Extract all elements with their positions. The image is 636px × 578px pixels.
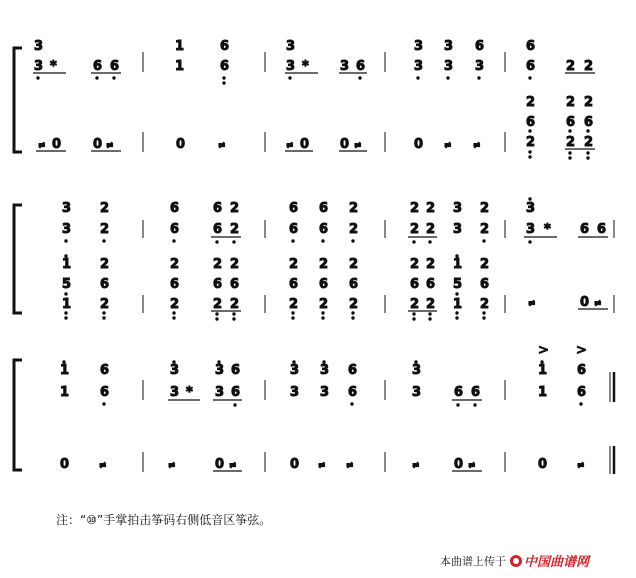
note: 6 [566, 115, 576, 130]
note: 6 [170, 222, 180, 237]
note: 6 [220, 59, 230, 74]
note: 6 [526, 39, 536, 54]
note: 2 [213, 297, 223, 312]
note: 3 [290, 385, 300, 400]
system-3 [14, 343, 614, 474]
rest: 0 [580, 295, 590, 310]
note: 6 [220, 39, 230, 54]
note: 1 [453, 257, 463, 272]
note: 3 [414, 59, 424, 74]
note: 3 [475, 59, 485, 74]
slap-mark: ≠ [473, 141, 481, 151]
note: 2 [426, 257, 436, 272]
note: 2 [289, 297, 299, 312]
system-brace [14, 48, 22, 152]
slap-mark: ≠ [286, 141, 294, 151]
slap-mark: ≠ [318, 461, 326, 471]
slap-mark: ≠ [229, 461, 237, 471]
note: 2 [410, 257, 420, 272]
note: 6 [454, 385, 464, 400]
note: 3 [320, 385, 330, 400]
note-mark: * [544, 222, 551, 237]
note: 6 [410, 277, 420, 292]
note: 3 [340, 59, 350, 74]
note: 6 [580, 222, 590, 237]
rest: 0 [215, 457, 225, 472]
rest: 0 [52, 137, 62, 152]
note: 2 [230, 222, 240, 237]
note: 1 [60, 385, 70, 400]
note: 2 [349, 257, 359, 272]
note: 3 [215, 385, 225, 400]
note: 2 [100, 222, 110, 237]
note: 2 [213, 257, 223, 272]
note: 6 [348, 385, 358, 400]
note: 3 [290, 363, 300, 378]
slap-mark: ≠ [528, 299, 536, 309]
note: 2 [410, 201, 420, 216]
note: 6 [349, 277, 359, 292]
note: 2 [426, 201, 436, 216]
slap-mark: ≠ [577, 461, 585, 471]
footer-text: 本曲谱上传于 [440, 554, 506, 568]
note: 1 [538, 385, 548, 400]
note: 6 [577, 385, 587, 400]
note: 2 [426, 297, 436, 312]
rest: 0 [454, 457, 464, 472]
note: 6 [289, 222, 299, 237]
note: 3 [170, 363, 180, 378]
footer [440, 551, 589, 570]
note: 2 [289, 257, 299, 272]
note: 2 [480, 222, 490, 237]
note: 2 [170, 297, 180, 312]
note: 6 [213, 277, 223, 292]
note: 6 [319, 222, 329, 237]
note: 6 [213, 201, 223, 216]
note: 2 [480, 201, 490, 216]
note: 6 [170, 277, 180, 292]
rest: 0 [414, 137, 424, 152]
note: 2 [230, 201, 240, 216]
note: 6 [471, 385, 481, 400]
logo-text: 中国曲谱网 [524, 555, 590, 570]
note: 2 [100, 297, 110, 312]
slap-mark: ≠ [594, 299, 602, 309]
note: 3 [34, 39, 44, 54]
note: 6 [100, 277, 110, 292]
slap-mark: ≠ [412, 461, 420, 471]
footnote: 注：“⑩”手掌拍击筝码右侧低音区筝弦。 [56, 513, 272, 527]
note: 3 [286, 59, 296, 74]
note: 6 [100, 385, 110, 400]
note: 2 [230, 297, 240, 312]
note: 3 [215, 363, 225, 378]
note-mark: * [50, 59, 57, 74]
note: 6 [526, 115, 536, 130]
note: 3 [34, 59, 44, 74]
logo-icon [510, 555, 522, 567]
note: 6 [100, 363, 110, 378]
note: 3 [526, 201, 536, 216]
note: 1 [538, 363, 548, 378]
slap-mark: ≠ [99, 461, 107, 471]
rest: 0 [176, 137, 186, 152]
slap-mark: ≠ [354, 141, 362, 151]
rest: 0 [340, 137, 350, 152]
note: 6 [230, 277, 240, 292]
slap-mark: ≠ [106, 141, 114, 151]
system-1 [14, 39, 595, 159]
note: 3 [62, 222, 72, 237]
note: 3 [414, 39, 424, 54]
note-mark: * [186, 385, 193, 400]
note: 1 [60, 363, 70, 378]
note: 2 [584, 135, 594, 150]
slap-mark: ≠ [468, 461, 476, 471]
note: 2 [566, 95, 576, 110]
note: 3 [444, 39, 454, 54]
rest: 0 [300, 137, 310, 152]
note: 2 [230, 257, 240, 272]
accent-mark: > [576, 343, 587, 358]
note: 3 [453, 201, 463, 216]
note: 2 [410, 222, 420, 237]
system-2 [14, 198, 614, 320]
note: 3 [444, 59, 454, 74]
note: 2 [349, 201, 359, 216]
note: 3 [412, 363, 422, 378]
slap-mark: ≠ [38, 141, 46, 151]
note: 2 [584, 95, 594, 110]
note: 2 [584, 59, 594, 74]
note: 2 [480, 297, 490, 312]
system-brace [14, 360, 22, 470]
note: 6 [213, 222, 223, 237]
note: 5 [62, 277, 72, 292]
rest: 0 [93, 137, 103, 152]
note: 2 [566, 135, 576, 150]
site-logo[interactable] [510, 551, 589, 570]
rest: 0 [60, 457, 70, 472]
note: 2 [319, 257, 329, 272]
note: 3 [412, 385, 422, 400]
note: 6 [289, 277, 299, 292]
note: 2 [100, 201, 110, 216]
note: 2 [526, 95, 536, 110]
note: 2 [526, 135, 536, 150]
note: 2 [566, 59, 576, 74]
note: 2 [100, 257, 110, 272]
note: 3 [286, 39, 296, 54]
note: 6 [526, 59, 536, 74]
note: 1 [62, 297, 72, 312]
note: 6 [426, 277, 436, 292]
note: 2 [170, 257, 180, 272]
note: 2 [426, 222, 436, 237]
rest: 0 [290, 457, 300, 472]
slap-mark: ≠ [346, 461, 354, 471]
note: 2 [410, 297, 420, 312]
note: 6 [110, 59, 120, 74]
note: 6 [480, 277, 490, 292]
slap-mark: ≠ [218, 141, 226, 151]
note: 3 [453, 222, 463, 237]
note: 6 [289, 201, 299, 216]
note: 6 [356, 59, 366, 74]
note: 2 [319, 297, 329, 312]
note: 6 [319, 201, 329, 216]
slap-mark: ≠ [168, 461, 176, 471]
system-brace [14, 205, 22, 313]
note: 3 [170, 385, 180, 400]
note-mark: * [302, 59, 309, 74]
note: 1 [62, 257, 72, 272]
note: 6 [348, 363, 358, 378]
note: 1 [175, 59, 185, 74]
note: 1 [453, 297, 463, 312]
note: 3 [526, 222, 536, 237]
note: 6 [93, 59, 103, 74]
note: 6 [231, 363, 241, 378]
note: 2 [349, 297, 359, 312]
note: 6 [577, 363, 587, 378]
note: 3 [320, 363, 330, 378]
note: 6 [584, 115, 594, 130]
note: 6 [170, 201, 180, 216]
rest: 0 [538, 457, 548, 472]
accent-mark: > [538, 343, 549, 358]
note: 2 [349, 222, 359, 237]
note: 6 [475, 39, 485, 54]
note: 6 [597, 222, 607, 237]
note: 2 [480, 257, 490, 272]
slap-mark: ≠ [444, 141, 452, 151]
note: 5 [453, 277, 463, 292]
note: 6 [319, 277, 329, 292]
note: 3 [62, 201, 72, 216]
note: 6 [231, 385, 241, 400]
note: 1 [175, 39, 185, 54]
